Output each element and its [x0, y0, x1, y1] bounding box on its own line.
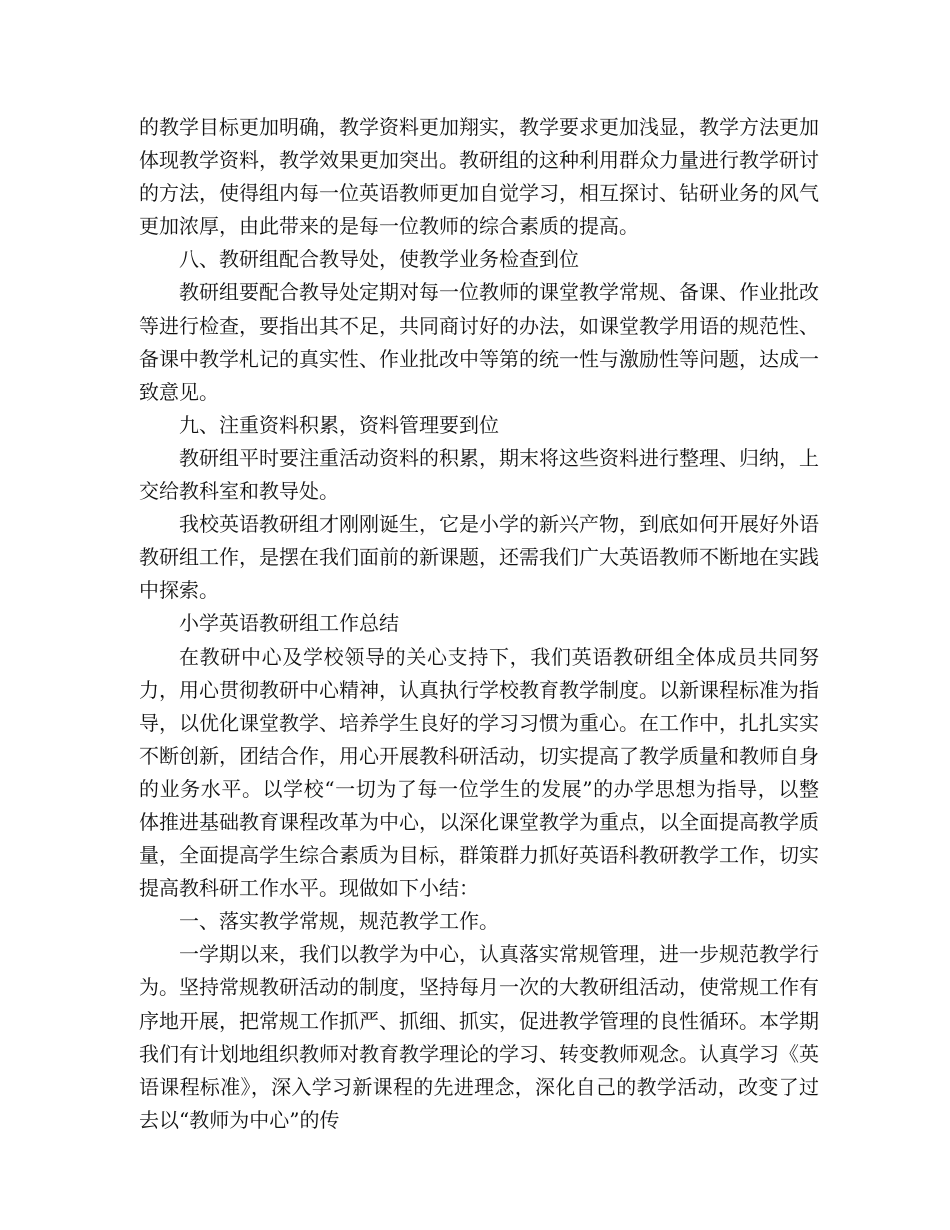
section-heading-1: 一、落实教学常规，规范教学工作。 — [179, 909, 499, 934]
document-title: 小学英语教研组工作总结 — [179, 611, 399, 636]
paragraph: 教研组平时要注重活动资料的积累，期末将这些资料进行整理、归纳，上交给教科室和教导处。 — [139, 445, 819, 504]
paragraph: 在教研中心及学校领导的关心支持下，我们英语教研组全体成员共同努力，用心贯彻教研中心精神，认真执行学校教育教学制度。以新课程标准为指导，以优化课堂教学、培养学生良好的学习习惯为重心。在工作中，扎扎实实不断创新，团结合作，用心开展教科研活动，切实提高了教学质量和教师自身的业务水平。以学校“一切为了每一位学生的发展”的办学思想为指导，以整体推进基础教育课程改革为中心，以深化课堂教学为重点，以全面提高教学质量，全面提高学生综合素质为目标，群策群力抓好英语科教研教学工作，切实提高教科研工作水平。现做如下小结： — [139, 644, 819, 901]
document-body — [139, 111, 819, 1137]
paragraph-continuation: 的教学目标更加明确，教学资料更加翔实，教学要求更加浅显，教学方法更加体现教学资料，教学效果更加突出。教研组的这种利用群众力量进行教学研讨的方法，使得组内每一位英语教师更加自觉学习，相互探讨、钻研业务的风气更加浓厚，由此带来的是每一位教师的综合素质的提高。 — [139, 115, 819, 239]
section-heading-9: 九、注重资料积累，资料管理要到位 — [179, 412, 499, 437]
paragraph: 我校英语教研组才刚刚诞生，它是小学的新兴产物，到底如何开展好外语教研组工作，是摆在我们面前的新课题，还需我们广大英语教师不断地在实践中探索。 — [139, 512, 819, 603]
paragraph: 一学期以来，我们以教学为中心，认真落实常规管理，进一步规范教学行为。坚持常规教研活动的制度，坚持每月一次的大教研组活动，使常规工作有序地开展，把常规工作抓严、抓细、抓实，促进教学管理的良性循环。本学期我们有计划地组织教师对教育教学理论的学习、转变教师观念。认真学习《英语课程标准》，深入学习新课程的先进理念，深化自己的教学活动，改变了过去以“教师为中心”的传 — [139, 942, 819, 1132]
paragraph: 教研组要配合教导处定期对每一位教师的课堂教学常规、备课、作业批改等进行检查，要指出其不足，共同商讨好的办法，如课堂教学用语的规范性、备课中教学札记的真实性、作业批改中等第的统一性与激励性等问题，达成一致意见。 — [139, 280, 819, 404]
section-heading-8: 八、教研组配合教导处，使教学业务检查到位 — [179, 247, 579, 272]
